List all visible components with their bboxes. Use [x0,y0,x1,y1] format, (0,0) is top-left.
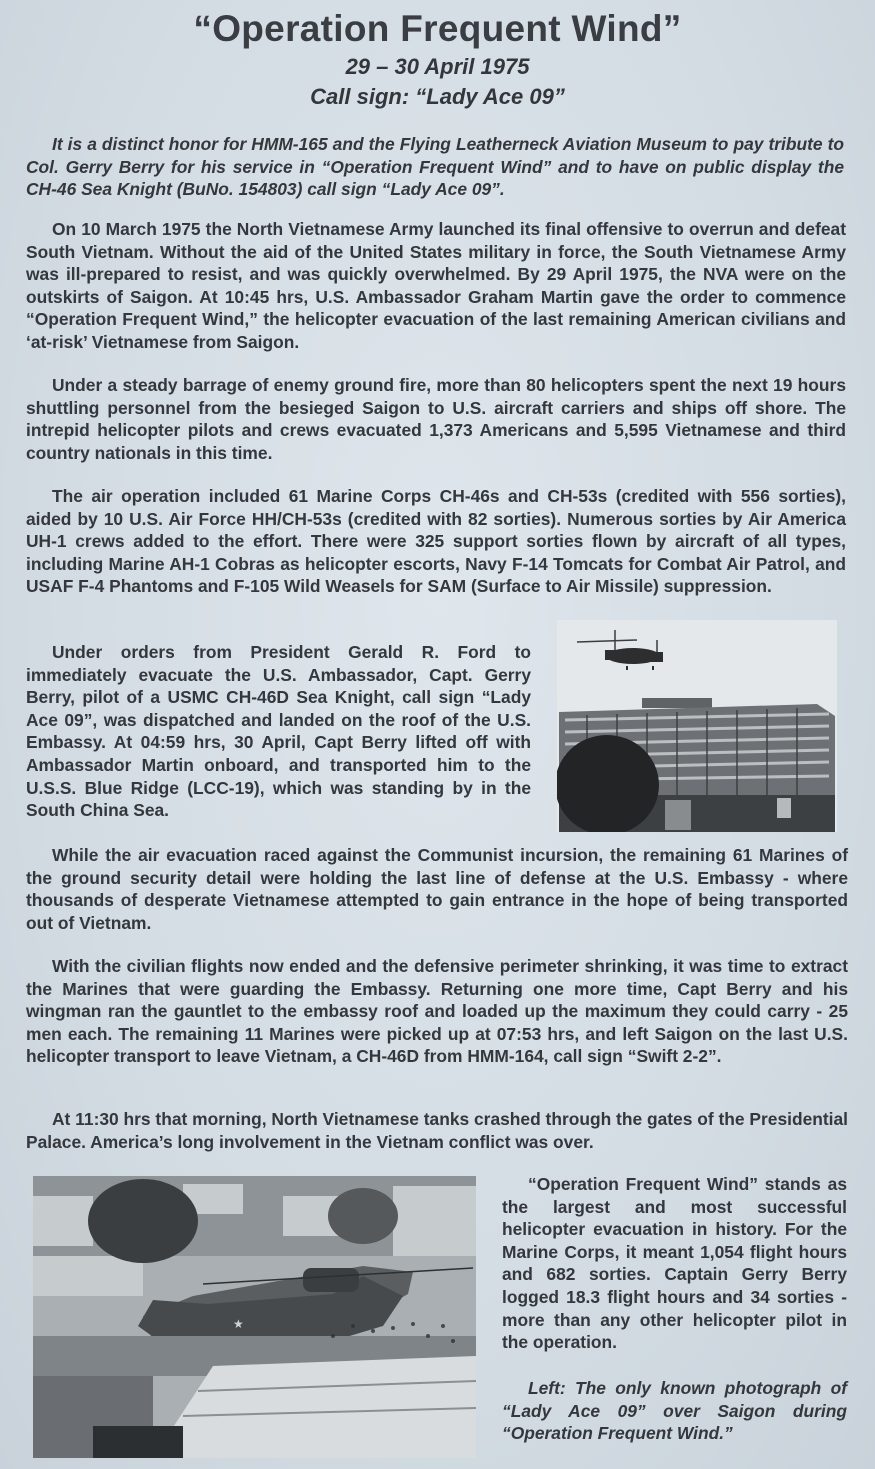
date-subtitle: 29 – 30 April 1975 [345,54,530,79]
paragraph-barrage: Under a steady barrage of enemy ground fire, more than 80 helicopters spent the next 19 hours shuttling personnel from the besieged Saigon to U.S. aircraft carriers and ships off shore. The intrepid helicopter pilots and crews evacuated 1,373 Americans and 5,595 Vietnamese and third country nationals in this time. [26,375,846,463]
paragraph-fall: At 11:30 hrs that morning, North Vietnamese tanks crashed through the gates of the Presidential Palace. America’s long involvement in the Vietnam conflict was over. [26,1109,848,1152]
paragraph-ambassador: Under orders from President Gerald R. Ford to immediately evacuate the U.S. Ambassador, Capt. Gerry Berry, pilot of a USMC CH-46D Sea Knight, call sign “Lady Ace 09”, was dispatched and landed on the roof of the U.S. Embassy. At 04:59 hrs, 30 April, Capt Berry lifted off with Ambassador Martin onboard, and transported him to the U.S.S. Blue Ridge (LCC-19), which was standing by in the South China Sea. [26,642,531,821]
call-sign-subtitle: Call sign: “Lady Ace 09” [310,84,565,109]
saigon-photo-graphic [33,1176,476,1458]
embassy-helicopter-photo [557,620,837,832]
paragraph-extraction: With the civilian flights now ended and the defensive perimeter shrinking, it was time to extract the Marines that were guarding the Embassy. Returning one more time, Capt Berry and his wingman ran the gauntlet to the embassy roof and loaded up the maximum they could carry - 25 men each. The remaining 11 Marines were picked up at 07:53 hrs, and left Saigon on the last U.S. helicopter transport to leave Vietnam, a CH-46D from HMM-164, call sign “Swift 2-2”. [26,956,848,1067]
paragraph-air-operation: The air operation included 61 Marine Corps CH-46s and CH-53s (credited with 556 sorties), aided by 10 U.S. Air Force HH/CH-53s (credited with 82 sorties). Numerous sorties by Air America UH-1 crews added to the effort. There were 325 support sorties flown by aircraft of all types, including Marine AH-1 Cobras as helicopter escorts, Navy F-14 Tomcats for Combat Air Patrol, and USAF F-4 Phantoms and F-105 Wild Weasels for SAM (Surface to Air Missile) suppression. [26,486,846,597]
paragraph-ground-security: While the air evacuation raced against the Communist incursion, the remaining 61 Marines of the ground security detail were holding the last line of defense at the U.S. Embassy - where thousands of desperate Vietnamese attempted to gain entrance in the hope of being transported out of Vietnam. [26,845,848,933]
paragraph-largest-evacuation: “Operation Frequent Wind” stands as the largest and most successful helicopter evacuation in history. For the Marine Corps, it meant 1,054 flight hours and 682 sorties. Captain Gerry Berry logged 18.3 flight hours and 34 sorties - more than any other helicopter pilot in the operation. [502,1174,847,1353]
page-title: “Operation Frequent Wind” [193,8,682,49]
intro-paragraph: It is a distinct honor for HMM-165 and the Flying Leatherneck Aviation Museum to pay tribute to Col. Gerry Berry for his service in “Operation Frequent Wind” and to have on public display the CH-46 Sea Knight (BuNo. 154803) call sign “Lady Ace 09”. [26,134,844,200]
lady-ace-over-saigon-photo [33,1176,476,1458]
paragraph-offensive: On 10 March 1975 the North Vietnamese Army launched its final offensive to overrun and defeat South Vietnam. Without the aid of the United States military in force, the South Vietnamese Army was ill-prepared to resist, and was quickly overwhelmed. By 29 April 1975, the NVA were on the outskirts of Saigon. At 10:45 hrs, U.S. Ambassador Graham Martin gave the order to commence “Operation Frequent Wind,” the helicopter evacuation of the last remaining American civilians and ‘at-risk’ Vietnamese from Saigon. [26,219,846,352]
svg-text:★: ★ [233,1317,244,1331]
embassy-photo-graphic [557,620,837,832]
photo-caption: Left: The only known photograph of “Lady Ace 09” over Saigon during “Operation Frequent Wind.” [502,1378,847,1444]
